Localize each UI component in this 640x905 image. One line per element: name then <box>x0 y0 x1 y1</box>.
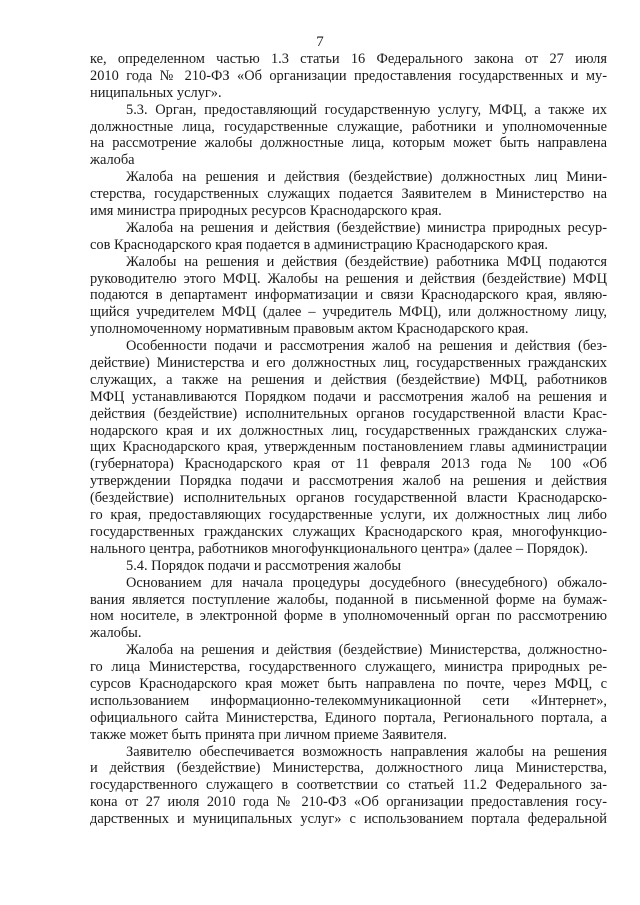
text-line: жалобы. <box>90 625 142 642</box>
document-body <box>90 51 607 828</box>
text-line: имя министра природных ресурсов Краснодарского края. <box>90 203 442 220</box>
paragraph <box>90 254 607 338</box>
paragraph <box>90 575 607 643</box>
text-line: го лица Министерства, государственного служащего, министра природных ре- <box>90 659 607 676</box>
text-line: вания является поступление жалобы, поданной в письменной форме на бумаж- <box>90 591 607 608</box>
text-line: ниципальных услуг». <box>90 84 222 101</box>
text-line: Заявителю обеспечивается возможность направления жалобы на решения <box>126 743 607 760</box>
text-line: го края, предоставляющих государственные услуги, их должностных лиц либо <box>90 507 607 524</box>
text-line: официального сайта Министерства, Единого портала, Регионального портала, а <box>90 709 607 726</box>
text-line: МФЦ устанавливаются Порядком подачи и рассмотрения жалоб на решения и <box>90 388 607 405</box>
text-line: утверждении Порядка подачи и рассмотрения жалоб на решения и действия <box>90 473 607 490</box>
text-line: действия (бездействие) исполнительных органов государственной власти Крас- <box>90 405 607 422</box>
paragraph <box>90 558 607 575</box>
text-line: 2010 года № 210-ФЗ «Об организации предоставления государственных и му- <box>90 67 607 84</box>
text-line: Жалоба на решения и действия (бездействие) министра природных ресур- <box>126 219 607 236</box>
text-line: подаются в департамент информатизации и связи Краснодарского края, являю- <box>90 287 607 304</box>
text-line: стерства, государственных служащих подается Заявителем в Министерство на <box>90 186 607 203</box>
text-line: уполномоченному нормативным правовым актом Краснодарского края. <box>90 321 529 338</box>
paragraph <box>90 51 607 102</box>
text-line: должностные лица, государственные служащие, работники и уполномоченные <box>90 118 607 135</box>
text-line: руководителю этого МФЦ. Жалобы на решения и действия (бездействие) МФЦ <box>90 270 607 287</box>
text-line: служащих, а также на решения и действия (бездействие) МФЦ, работников <box>90 371 607 388</box>
text-line: нодарского края и их должностных лиц, государственных гражданских служа- <box>90 422 607 439</box>
text-line: государственного служащего в соответствии со статьей 11.2 Федерального за- <box>90 777 607 794</box>
text-line: также может быть принята при личном приеме Заявителя. <box>90 726 447 743</box>
text-line: на рассмотрение жалобы должностные лица, которым может быть направлена <box>90 135 607 152</box>
text-line: щих Краснодарского края, утвержденным постановлением главы администрации <box>90 439 607 456</box>
text-line: государственных гражданских служащих Краснодарского края, многофункцио- <box>90 523 607 540</box>
text-line: кона от 27 июля 2010 года № 210-ФЗ «Об организации предоставления госу- <box>90 794 607 811</box>
text-line: жалоба <box>90 152 135 169</box>
paragraph <box>90 642 607 743</box>
paragraph <box>90 169 607 220</box>
text-line: и действия (бездействие) Министерства, должностного лица Министерства, <box>90 760 607 777</box>
text-line: 5.4. Порядок подачи и рассмотрения жалобы <box>126 557 402 574</box>
text-line: Жалобы на решения и действия (бездействие) работника МФЦ подаются <box>126 253 607 270</box>
page-number: 7 <box>316 34 324 50</box>
text-line: использованием информационно-телекоммуникационной сети «Интернет», <box>90 692 607 709</box>
text-line: (бездействие) исполнительных органов государственной власти Краснодарско- <box>90 490 607 507</box>
text-line: Основанием для начала процедуры досудебного (внесудебного) обжало- <box>126 574 607 591</box>
text-line: действие) Министерства и его должностных лиц, государственных гражданских <box>90 355 607 372</box>
text-line: сурсов Краснодарского края может быть направлена по почте, через МФЦ, с <box>90 675 607 692</box>
text-line: сов Краснодарского края подается в администрацию Краснодарского края. <box>90 236 548 253</box>
text-line: щийся учредителем МФЦ (далее – учредитель МФЦ), или должностному лицу, <box>90 304 607 321</box>
text-line: 5.3. Орган, предоставляющий государственную услугу, МФЦ, а также их <box>126 101 607 118</box>
paragraph <box>90 102 607 170</box>
text-line: ном носителе, в электронной форме в уполномоченный орган по рассмотрению <box>90 608 607 625</box>
paragraph <box>90 338 607 558</box>
text-line: ке, определенном частью 1.3 статьи 16 Федерального закона от 27 июля <box>90 51 607 67</box>
paragraph <box>90 744 607 828</box>
text-line: нального центра, работников многофункционального центра» (далее – Порядок). <box>90 540 588 557</box>
text-line: (губернатора) Краснодарского края от 11 февраля 2013 года № 100 «Об <box>90 456 607 473</box>
text-line: Жалоба на решения и действия (бездействие) Министерства, должностно- <box>126 642 607 659</box>
text-line: дарственных и муниципальных услуг» с использованием портала федеральной <box>90 811 607 828</box>
paragraph <box>90 220 607 254</box>
text-line: Жалоба на решения и действия (бездействие) должностных лиц Мини- <box>126 169 607 186</box>
text-line: Особенности подачи и рассмотрения жалоб на решения и действия (без- <box>126 338 607 355</box>
